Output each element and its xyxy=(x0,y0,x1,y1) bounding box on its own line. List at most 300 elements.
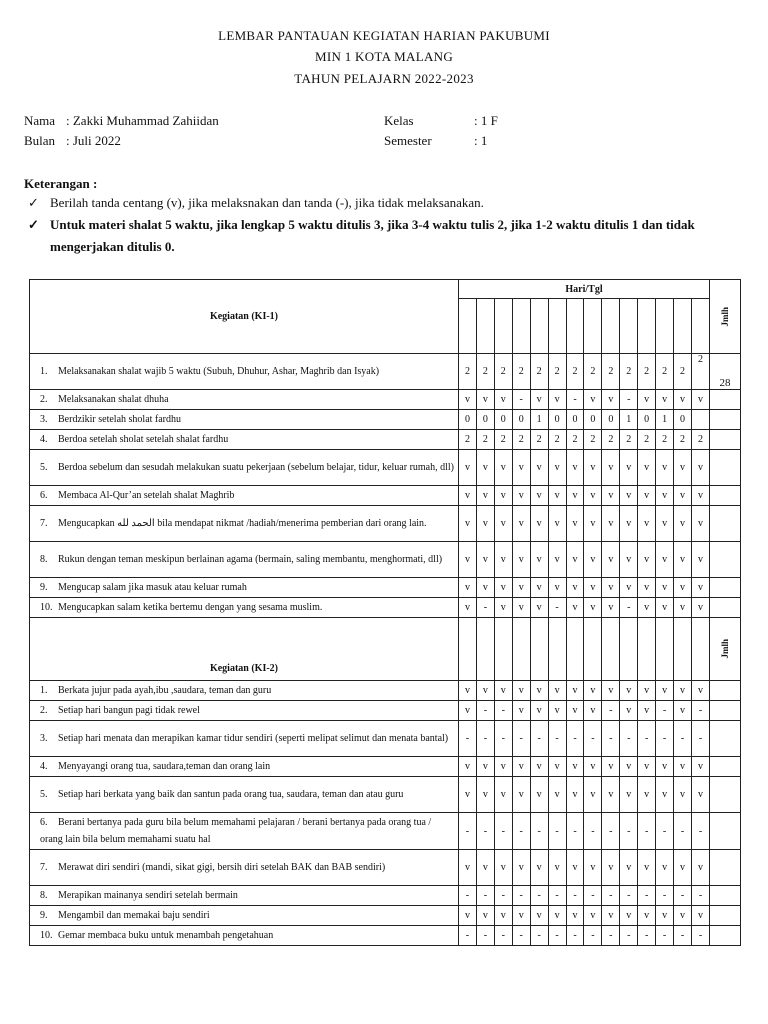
mark-cell: v xyxy=(566,506,584,542)
activity-number: 1. xyxy=(40,685,48,696)
table-row xyxy=(30,681,741,701)
activity-text: Berani bertanya pada guru bila belum memahami pelajaran / berani bertanya pada orang tua / orang lain bila belum memahami suatu hal xyxy=(40,817,432,845)
mark-cell: v xyxy=(584,542,602,578)
mark-cell: v xyxy=(476,486,494,506)
activity-cell xyxy=(30,410,459,430)
mark-cell: v xyxy=(620,701,638,721)
table-row xyxy=(30,701,741,721)
mark-cell: v xyxy=(638,542,656,578)
mark-cell: - xyxy=(638,813,656,850)
note-1-text: Berilah tanda centang (v), jika melaksnakan dan tanda (-), jika tidak melaksanakan. xyxy=(50,195,484,210)
table-row xyxy=(30,813,741,850)
mark-cell: v xyxy=(638,757,656,777)
total-cell xyxy=(710,450,741,486)
mark-cell: 2 xyxy=(638,354,656,390)
mark-cell: - xyxy=(602,813,620,850)
mark-cell: 2 xyxy=(476,354,494,390)
mark-cell: v xyxy=(530,701,548,721)
mark-cell: v xyxy=(459,390,477,410)
mark-cell: - xyxy=(584,926,602,946)
mark-cell: v xyxy=(459,542,477,578)
mark-cell: v xyxy=(566,850,584,886)
mark-cell: v xyxy=(656,578,674,598)
table-row xyxy=(30,886,741,906)
activity-number: 8. xyxy=(40,554,48,565)
activity-cell xyxy=(30,681,459,701)
day-cell xyxy=(459,618,477,681)
total-cell xyxy=(710,926,741,946)
mark-cell: v xyxy=(638,578,656,598)
total-cell xyxy=(710,813,741,850)
mark-cell: - xyxy=(620,390,638,410)
table-row xyxy=(30,450,741,486)
mark-cell: 0 xyxy=(638,410,656,430)
day-cell xyxy=(566,618,584,681)
mark-cell: v xyxy=(459,906,477,926)
mark-cell: v xyxy=(691,906,709,926)
mark-cell: v xyxy=(638,850,656,886)
mark-cell: v xyxy=(638,598,656,618)
mark-cell: v xyxy=(459,850,477,886)
total-cell xyxy=(710,542,741,578)
mark-cell: v xyxy=(584,486,602,506)
mark-cell: - xyxy=(674,886,692,906)
mark-cell: v xyxy=(691,777,709,813)
mark-cell: v xyxy=(691,506,709,542)
mark-cell: - xyxy=(494,926,512,946)
mark-cell: - xyxy=(656,926,674,946)
mark-cell: 2 xyxy=(620,354,638,390)
mark-cell: v xyxy=(584,390,602,410)
day-cell xyxy=(584,618,602,681)
mark-cell: - xyxy=(459,813,477,850)
hari-tgl-header: Hari/Tgl xyxy=(459,280,710,299)
mark-cell: v xyxy=(691,681,709,701)
activity-number: 5. xyxy=(40,462,48,473)
activity-text: Membaca Al-Qur’an setelah shalat Maghrib xyxy=(58,490,235,501)
mark-cell: v xyxy=(548,850,566,886)
day-cell xyxy=(512,299,530,354)
mark-cell: - xyxy=(459,926,477,946)
mark-cell: v xyxy=(674,578,692,598)
activity-cell xyxy=(30,926,459,946)
day-cell xyxy=(620,299,638,354)
mark-cell: v xyxy=(459,486,477,506)
mark-cell: v xyxy=(602,542,620,578)
activity-text: Gemar membaca buku untuk menambah pengetahuan xyxy=(58,930,274,941)
mark-cell: - xyxy=(512,886,530,906)
activity-cell xyxy=(30,757,459,777)
mark-cell: v xyxy=(566,906,584,926)
day-cell xyxy=(530,618,548,681)
mark-cell: 2 xyxy=(476,430,494,450)
mark-cell: v xyxy=(674,450,692,486)
activity-number: 10. xyxy=(40,602,53,613)
mark-cell: - xyxy=(494,721,512,757)
mark-cell: v xyxy=(530,506,548,542)
activity-number: 2. xyxy=(40,394,48,405)
activity-cell xyxy=(30,578,459,598)
mark-cell: v xyxy=(512,542,530,578)
note-2-text: Untuk materi shalat 5 waktu, jika lengkap 5 waktu ditulis 3, jika 3-4 waktu tulis 2, jika 1-2 waktu ditulis 1 dan tidak mengerjakan ditulis 0. xyxy=(50,217,695,254)
mark-cell xyxy=(691,410,709,430)
mark-cell: v xyxy=(530,390,548,410)
mark-cell: - xyxy=(512,926,530,946)
mark-cell: 2 xyxy=(620,430,638,450)
mark-cell: v xyxy=(620,850,638,886)
check-icon: ✓ xyxy=(28,195,39,210)
mark-cell: v xyxy=(584,506,602,542)
jmlh-header xyxy=(710,280,741,354)
ki1-title-cell: Kegiatan (KI-1) xyxy=(30,280,459,354)
mark-cell: v xyxy=(674,757,692,777)
mark-cell: v xyxy=(656,450,674,486)
activity-text: Merapikan mainanya sendiri setelah bermain xyxy=(58,890,238,901)
day-cell xyxy=(530,299,548,354)
mark-cell: v xyxy=(494,598,512,618)
mark-cell: v xyxy=(602,777,620,813)
mark-cell: - xyxy=(691,721,709,757)
mark-cell: v xyxy=(566,701,584,721)
day-cell xyxy=(459,299,477,354)
mark-cell: - xyxy=(512,813,530,850)
table-row xyxy=(30,850,741,886)
mark-cell: v xyxy=(566,486,584,506)
mark-cell: v xyxy=(548,906,566,926)
mark-cell: 0 xyxy=(494,410,512,430)
mark-cell: v xyxy=(602,681,620,701)
mark-cell: v xyxy=(530,598,548,618)
activity-cell xyxy=(30,721,459,757)
mark-cell: - xyxy=(691,701,709,721)
mark-cell: v xyxy=(602,390,620,410)
mark-cell: - xyxy=(602,886,620,906)
mark-cell: v xyxy=(476,390,494,410)
mark-cell: v xyxy=(602,450,620,486)
activity-number: 1. xyxy=(40,366,48,377)
mark-cell: 2 xyxy=(566,354,584,390)
mark-cell: v xyxy=(530,757,548,777)
nama-value: : Zakki Muhammad Zahiidan xyxy=(66,113,219,128)
mark-cell: v xyxy=(512,701,530,721)
mark-cell: v xyxy=(530,450,548,486)
mark-cell: v xyxy=(566,681,584,701)
mark-cell: 2 xyxy=(530,354,548,390)
mark-cell: - xyxy=(530,886,548,906)
day-cell xyxy=(512,618,530,681)
mark-cell: v xyxy=(494,542,512,578)
total-cell xyxy=(710,506,741,542)
mark-cell: v xyxy=(656,598,674,618)
activity-text: Berdoa setelah sholat setelah shalat fardhu xyxy=(58,434,229,445)
mark-cell: 0 xyxy=(512,410,530,430)
check-icon: ✓ xyxy=(28,217,39,232)
day-cell xyxy=(548,299,566,354)
mark-cell: v xyxy=(494,578,512,598)
day-cell xyxy=(656,299,674,354)
mark-cell: 2 xyxy=(584,430,602,450)
ki2-title-cell: Kegiatan (KI-2) xyxy=(30,618,459,681)
mark-cell: - xyxy=(656,721,674,757)
mark-cell: v xyxy=(494,506,512,542)
activity-number: 6. xyxy=(40,817,48,828)
mark-cell: - xyxy=(476,886,494,906)
mark-cell: v xyxy=(602,850,620,886)
activity-cell xyxy=(30,390,459,410)
mark-cell: 0 xyxy=(548,410,566,430)
mark-cell: v xyxy=(674,486,692,506)
mark-cell: - xyxy=(566,721,584,757)
mark-cell: 0 xyxy=(459,410,477,430)
activity-number: 10. xyxy=(40,930,53,941)
mark-cell: v xyxy=(638,390,656,410)
school-name: MIN 1 KOTA MALANG xyxy=(314,49,454,64)
activity-text: Berdoa sebelum dan sesudah melakukan suatu pekerjaan (sebelum belajar, tidur, keluar rumah, dll) xyxy=(58,462,455,473)
day-cell xyxy=(638,618,656,681)
mark-cell: v xyxy=(620,681,638,701)
activity-number: 8. xyxy=(40,890,48,901)
total-cell xyxy=(710,721,741,757)
mark-cell: v xyxy=(476,578,494,598)
day-cell xyxy=(494,618,512,681)
note-2 xyxy=(28,214,744,258)
mark-cell: 2 xyxy=(674,430,692,450)
mark-cell: v xyxy=(459,598,477,618)
activity-number: 7. xyxy=(40,518,48,529)
total-cell xyxy=(710,598,741,618)
table-row xyxy=(30,906,741,926)
day-cell xyxy=(584,299,602,354)
mark-cell: 0 xyxy=(566,410,584,430)
mark-cell: 2 xyxy=(548,354,566,390)
mark-cell: v xyxy=(602,486,620,506)
mark-cell: v xyxy=(691,542,709,578)
mark-cell: - xyxy=(530,926,548,946)
mark-cell: - xyxy=(656,886,674,906)
table-row xyxy=(30,777,741,813)
day-cell xyxy=(602,299,620,354)
mark-cell: v xyxy=(476,450,494,486)
mark-cell: v xyxy=(584,757,602,777)
activity-number: 3. xyxy=(40,733,48,744)
mark-cell: v xyxy=(620,757,638,777)
mark-cell: v xyxy=(548,486,566,506)
mark-cell: 2 xyxy=(638,430,656,450)
mark-cell: v xyxy=(512,906,530,926)
mark-cell: - xyxy=(638,721,656,757)
activity-number: 4. xyxy=(40,434,48,445)
mark-cell: v xyxy=(620,777,638,813)
mark-cell: - xyxy=(584,721,602,757)
mark-cell: - xyxy=(656,813,674,850)
mark-cell: v xyxy=(691,390,709,410)
mark-cell: - xyxy=(548,926,566,946)
jmlh-label: Jmlh xyxy=(720,306,730,327)
mark-cell: 2 xyxy=(656,430,674,450)
mark-cell: v xyxy=(530,542,548,578)
activity-number: 6. xyxy=(40,490,48,501)
mark-cell: - xyxy=(566,886,584,906)
day-cell xyxy=(656,618,674,681)
mark-cell: v xyxy=(512,681,530,701)
mark-cell: v xyxy=(674,542,692,578)
mark-cell: 2 xyxy=(674,354,692,390)
mark-cell: v xyxy=(691,757,709,777)
mark-cell: v xyxy=(512,850,530,886)
mark-cell: 0 xyxy=(584,410,602,430)
activity-text: Melaksanakan shalat dhuha xyxy=(58,394,169,405)
mark-cell: 2 xyxy=(602,430,620,450)
mark-cell: v xyxy=(459,777,477,813)
mark-cell: v xyxy=(530,681,548,701)
total-cell xyxy=(710,430,741,450)
mark-cell: - xyxy=(691,886,709,906)
mark-cell: - xyxy=(530,721,548,757)
activity-table xyxy=(29,279,741,946)
mark-cell: - xyxy=(530,813,548,850)
total-cell xyxy=(710,390,741,410)
mark-cell: v xyxy=(691,486,709,506)
mark-cell: v xyxy=(674,701,692,721)
mark-cell: 2 xyxy=(459,354,477,390)
mark-cell: v xyxy=(548,777,566,813)
mark-cell: v xyxy=(566,450,584,486)
mark-cell: v xyxy=(512,506,530,542)
mark-cell: v xyxy=(656,486,674,506)
mark-cell: v xyxy=(512,450,530,486)
activity-text: Mengambil dan memakai baju sendiri xyxy=(58,910,210,921)
mark-cell: - xyxy=(638,886,656,906)
mark-cell: v xyxy=(602,506,620,542)
table-header-row xyxy=(30,618,741,681)
mark-cell: v xyxy=(566,598,584,618)
activity-number: 2. xyxy=(40,705,48,716)
activity-cell xyxy=(30,354,459,390)
mark-cell: - xyxy=(512,390,530,410)
activity-number: 7. xyxy=(40,862,48,873)
mark-cell: v xyxy=(566,542,584,578)
table-row xyxy=(30,354,741,390)
mark-cell: v xyxy=(459,701,477,721)
mark-cell: v xyxy=(674,598,692,618)
activity-text: Rukun dengan teman meskipun berlainan agama (bermain, saling membantu, menghormati, dll) xyxy=(58,554,443,565)
mark-cell: - xyxy=(476,598,494,618)
activity-number: 3. xyxy=(40,414,48,425)
mark-cell: v xyxy=(566,578,584,598)
day-cell xyxy=(566,299,584,354)
mark-cell: v xyxy=(656,850,674,886)
day-cell xyxy=(476,618,494,681)
mark-cell: 2 xyxy=(530,430,548,450)
mark-cell: v xyxy=(459,578,477,598)
mark-cell: v xyxy=(584,701,602,721)
mark-cell: v xyxy=(638,701,656,721)
mark-cell: v xyxy=(548,506,566,542)
mark-cell: v xyxy=(620,450,638,486)
mark-cell: - xyxy=(566,390,584,410)
table-row xyxy=(30,598,741,618)
activity-text: Mengucap salam jika masuk atau keluar rumah xyxy=(58,582,247,593)
mark-cell: - xyxy=(620,886,638,906)
mark-cell: v xyxy=(584,777,602,813)
mark-cell: v xyxy=(530,777,548,813)
mark-cell: - xyxy=(584,813,602,850)
day-cell xyxy=(494,299,512,354)
activity-cell xyxy=(30,450,459,486)
mark-cell: 2 xyxy=(691,354,709,390)
mark-cell: - xyxy=(620,598,638,618)
mark-cell: - xyxy=(459,721,477,757)
mark-cell: - xyxy=(656,701,674,721)
activity-number: 4. xyxy=(40,761,48,772)
mark-cell: v xyxy=(620,906,638,926)
mark-cell: - xyxy=(620,721,638,757)
mark-cell: 2 xyxy=(602,354,620,390)
mark-cell: - xyxy=(584,886,602,906)
mark-cell: 2 xyxy=(584,354,602,390)
mark-cell: v xyxy=(459,450,477,486)
activity-number: 9. xyxy=(40,910,48,921)
mark-cell: v xyxy=(638,506,656,542)
mark-cell: v xyxy=(656,777,674,813)
mark-cell: v xyxy=(638,906,656,926)
mark-cell: v xyxy=(530,578,548,598)
mark-cell: v xyxy=(494,906,512,926)
mark-cell: - xyxy=(548,721,566,757)
kelas-label: Kelas xyxy=(384,113,414,128)
mark-cell: - xyxy=(602,926,620,946)
day-cell xyxy=(674,299,692,354)
mark-cell: v xyxy=(584,681,602,701)
mark-cell: v xyxy=(548,757,566,777)
mark-cell: v xyxy=(584,450,602,486)
mark-cell: 2 xyxy=(494,430,512,450)
activity-number: 5. xyxy=(40,789,48,800)
mark-cell: - xyxy=(602,721,620,757)
activity-cell xyxy=(30,886,459,906)
mark-cell: v xyxy=(602,578,620,598)
mark-cell: 1 xyxy=(530,410,548,430)
activity-cell xyxy=(30,506,459,542)
academic-year: TAHUN PELAJARN 2022-2023 xyxy=(294,71,474,86)
activity-text: Menyayangi orang tua, saudara,teman dan orang lain xyxy=(58,761,271,772)
mark-cell: v xyxy=(674,777,692,813)
table-row xyxy=(30,542,741,578)
mark-cell: - xyxy=(620,926,638,946)
mark-cell: - xyxy=(674,926,692,946)
activity-text: Setiap hari bangun pagi tidak rewel xyxy=(58,705,200,716)
mark-cell: 0 xyxy=(674,410,692,430)
mark-cell: v xyxy=(584,906,602,926)
mark-cell: v xyxy=(459,506,477,542)
day-cell xyxy=(691,618,709,681)
activity-text: Mengucapkan الحمد لله bila mendapat nikmat /hadiah/menerima pemberian dari orang lain. xyxy=(58,518,427,529)
mark-cell: v xyxy=(691,450,709,486)
mark-cell: 1 xyxy=(656,410,674,430)
mark-cell: v xyxy=(566,777,584,813)
mark-cell: v xyxy=(512,578,530,598)
activity-text: Berkata jujur pada ayah,ibu ,saudara, teman dan guru xyxy=(58,685,272,696)
mark-cell: v xyxy=(494,681,512,701)
mark-cell: v xyxy=(656,681,674,701)
total-cell xyxy=(710,886,741,906)
activity-cell xyxy=(30,701,459,721)
jmlh-label: Jmlh xyxy=(720,639,730,659)
mark-cell: v xyxy=(620,486,638,506)
mark-cell: v xyxy=(548,578,566,598)
mark-cell: v xyxy=(638,777,656,813)
mark-cell: v xyxy=(476,757,494,777)
